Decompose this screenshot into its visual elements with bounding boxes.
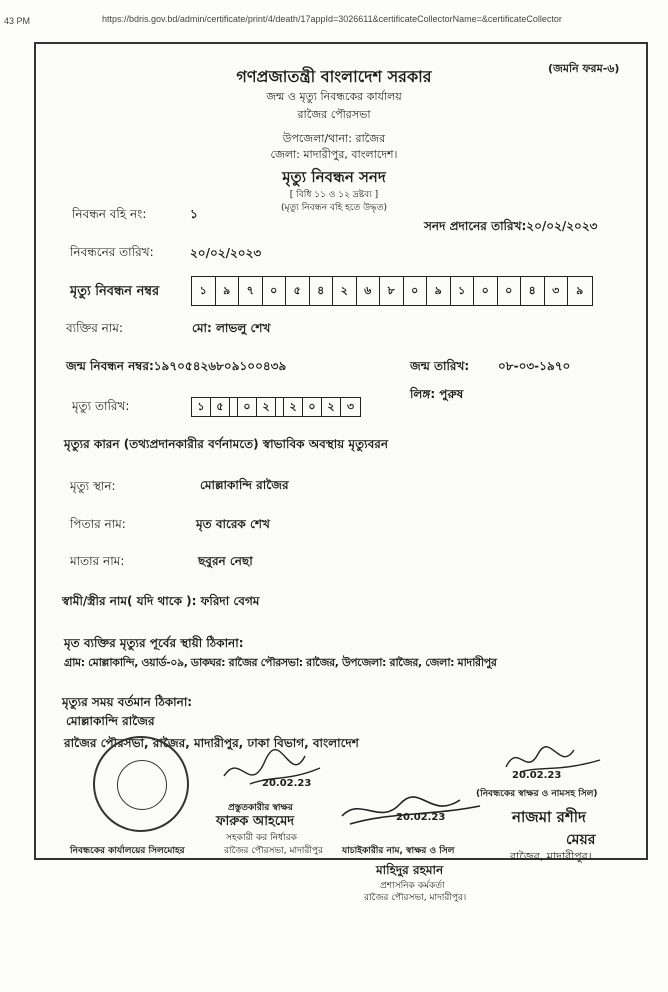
reg-no-digit: ৭ — [239, 277, 263, 305]
reg-date-label: নিবন্ধনের তারিখ: — [70, 245, 154, 259]
reg-no-digit: ০ — [474, 277, 498, 305]
office-seal-label: নিবন্ধকের কার্যালয়ের সিলমোহর — [70, 846, 185, 856]
date-separator — [276, 398, 284, 416]
office-name: জন্ম ও মৃত্যু নিবন্ধকের কার্যালয় — [266, 90, 402, 103]
date-separator — [230, 398, 238, 416]
registrar-sign-label: (নিবন্ধকের স্বাক্ষর ও নামসহ সিল) — [476, 789, 598, 799]
dob-value: ০৮-০৩-১৯৭০ — [498, 359, 571, 373]
registrar-title: মেয়র — [566, 832, 596, 848]
form-code: (জমনি ফরম-৬) — [548, 62, 620, 75]
reg-no-label: মৃত্যু নিবন্ধন নম্বর — [70, 284, 160, 299]
person-name-label: ব্যক্তির নাম: — [66, 321, 124, 335]
reg-no-digit: ১ — [451, 277, 475, 305]
book-source: (মৃত্যু নিবন্ধন বহি হতে উদ্ধৃত) — [280, 203, 388, 213]
reg-date-value: ২০/০২/২০২৩ — [190, 246, 262, 260]
reg-no-digit: ০ — [263, 277, 287, 305]
reg-no-digit: ৬ — [357, 277, 381, 305]
issuer-name: ফারুক আহমেদ — [216, 814, 295, 829]
rule-reference: [ বিধি ১১ ও ১২ দ্রষ্টব্য ] — [289, 190, 379, 200]
perm-address-label: মৃত ব্যক্তির মৃত্যুর পূর্বের স্থায়ী ঠিকানা: — [64, 636, 244, 650]
death-date-digit: ৩ — [346, 399, 355, 413]
death-date-label: মৃত্যু তারিখ: — [72, 399, 130, 413]
birth-reg-number: জন্ম নিবন্ধন নম্বর:১৯৭০৫৪২৬৮০৯১০০৪৩৯ — [66, 359, 287, 373]
print-time: 43 PM — [4, 16, 31, 26]
reg-no-digit: ২ — [333, 277, 357, 305]
death-date-digit: ২ — [257, 398, 276, 416]
death-date-boxes — [191, 397, 361, 417]
perm-address-value: গ্রাম: মোল্লাকান্দি, ওয়ার্ড-০৯, ডাকঘর: রাজৈর পৌরসভা: রাজৈর, উপজেলা: রাজৈর, জেলা: মাদারীপুর — [64, 656, 497, 669]
death-date-digit: ৫ — [211, 398, 230, 416]
issuer-sign-label: প্রস্তুতকারীর স্বাক্ষর — [228, 803, 293, 813]
reg-no-digit: ৯ — [576, 283, 584, 297]
sig-date-registrar: 20.02.23 — [512, 770, 562, 781]
dob-label: জন্ম তারিখ: — [410, 359, 470, 373]
cause-of-death: মৃত্যুর কারন (তথ্যপ্রদানকারীর বর্ণনামতে) স্বাভাবিক অবস্থায় মৃত্যুবরন — [64, 437, 389, 451]
current-address-label: মৃত্যুর সময় বর্তমান ঠিকানা: — [62, 695, 193, 709]
reg-no-boxes — [191, 276, 593, 306]
reg-no-digit: ০ — [498, 277, 522, 305]
reg-no-digit: ৮ — [380, 277, 404, 305]
reg-no-digit: ১ — [192, 277, 216, 305]
verifier-title: প্রশাসনিক কর্মকর্তা — [380, 881, 445, 891]
sig-date-issuer: 20.02.23 — [262, 778, 312, 789]
verifier-signature — [340, 786, 490, 832]
death-date-digit: ০ — [238, 398, 257, 416]
issue-date: সনদ প্রদানের তারিখ:২০/০২/২০২৩ — [424, 219, 598, 233]
reg-no-digit: ৫ — [286, 277, 310, 305]
reg-no-digit: ৯ — [427, 277, 451, 305]
verifier-label: যাচাইকারীর নাম, স্বাক্ষর ও সিল — [342, 846, 455, 856]
death-date-digit: ২ — [322, 398, 341, 416]
office-seal — [93, 736, 189, 832]
person-name-value: মো: লাভলু শেখ — [192, 321, 271, 335]
browser-print-header — [0, 0, 668, 30]
book-no-label: নিবন্ধন বহি নং: — [72, 207, 147, 221]
current-address-line2: রাজৈর পৌরসভা, রাজৈর, মাদারীপুর, ঢাকা বিভাগ, বাংলাদেশ — [64, 736, 359, 750]
registrar-office: রাজৈর, মাদারীপুর। — [510, 850, 592, 863]
book-no-value: ১ — [190, 207, 198, 221]
reg-no-digit: ০ — [404, 277, 428, 305]
death-date-digit: ০ — [303, 398, 322, 416]
reg-no-digit: ৪ — [310, 277, 334, 305]
death-date-digit: ১ — [192, 398, 211, 416]
mother-label: মাতার নাম: — [70, 554, 125, 568]
pourashava-name: রাজৈর পৌরসভা — [297, 108, 371, 121]
father-value: মৃত বারেক শেখ — [196, 517, 270, 531]
reg-no-digit: ৩ — [545, 277, 569, 305]
gov-title: গণপ্রজাতন্ত্রী বাংলাদেশ সরকার — [236, 67, 432, 86]
print-url: https://bdris.gov.bd/admin/certificate/print/4/death/17appId=3026611&certificateCollectorName=&certificateCollector — [102, 14, 562, 24]
verifier-office: রাজৈর পৌরসভা, মাদারীপুর। — [364, 893, 467, 903]
death-place-value: মোল্লাকান্দি রাজৈর — [200, 478, 289, 492]
verifier-name: মাহিদুর রহমান — [376, 863, 444, 877]
death-date-digit: ২ — [284, 398, 303, 416]
spouse-name: স্বামী/স্ত্রীর নাম( যদি থাকে ): ফরিদা বেগম — [62, 594, 260, 608]
district-line: জেলা: মাদারীপুর, বাংলাদেশ। — [270, 148, 398, 161]
certificate-title: মৃত্যু নিবন্ধন সনদ — [282, 168, 386, 186]
reg-no-digit: ৯ — [216, 277, 240, 305]
father-label: পিতার নাম: — [70, 517, 126, 531]
issuer-title: সহকারী কর নির্ধারক — [226, 833, 297, 843]
mother-value: ছবুরন নেছা — [198, 554, 253, 568]
upazila-line: উপজেলা/থানা: রাজৈর — [282, 132, 386, 145]
registrar-name: নাজমা রশীদ — [512, 808, 586, 826]
pourashava-line: রাজৈর পৌরসভা, মাদারীপুর — [224, 846, 324, 856]
death-place-label: মৃত্যু স্থান: — [70, 479, 116, 493]
sex: লিঙ্গ: পুরুষ — [410, 387, 464, 401]
reg-no-digit: ৪ — [521, 277, 545, 305]
sig-date-verifier: 20.02.23 — [396, 812, 446, 823]
current-address-line1: মোল্লাকান্দি রাজৈর — [66, 714, 155, 728]
